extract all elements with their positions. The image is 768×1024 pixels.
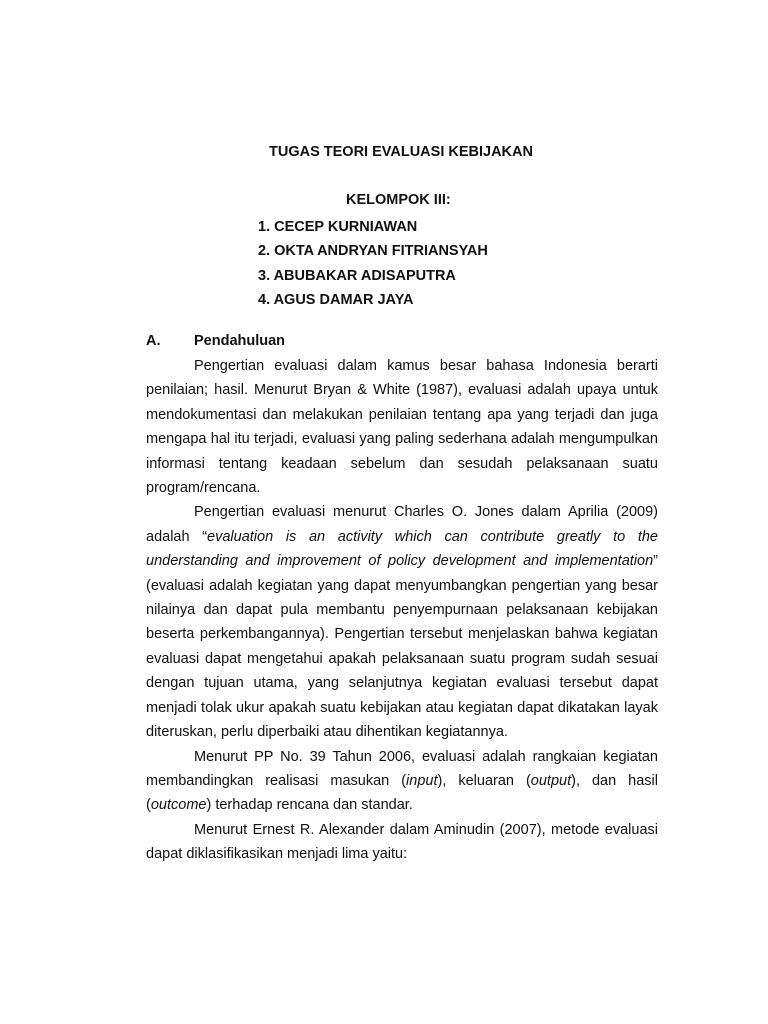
section-number: A.: [146, 333, 161, 349]
body-paragraph: [146, 354, 658, 500]
paragraph-text: ) terhadap rencana dan standar.: [206, 797, 413, 814]
italic-text: input: [406, 772, 438, 789]
italic-text: outcome: [150, 797, 207, 814]
paragraph-text: Pengertian evaluasi dalam kamus besar bahasa Indonesia berarti penilaian; hasil. Menurut Bryan & White (1987), evaluasi adalah upaya untuk mendokumentasi dan melakukan penilaian tentang apa yang terjadi dan juga mengapa hal itu terjadi, evaluasi yang paling sederhana adalah mengumpulkan informasi tentang keadaan sebelum dan sesudah pelaksanaan suatu program/rencana.: [146, 358, 658, 497]
document-title: TUGAS TEORI EVALUASI KEBIJAKAN: [269, 144, 533, 160]
paragraph-text: Menurut Ernest R. Alexander dalam Aminudin (2007), metode evaluasi dapat diklasifikasikan menjadi lima yaitu:: [146, 821, 658, 863]
body-paragraph: [146, 500, 658, 744]
section-title: Pendahuluan: [194, 333, 286, 349]
member-item: 1. CECEP KURNIAWAN: [258, 219, 418, 235]
member-item: 3. ABUBAKAR ADISAPUTRA: [258, 267, 456, 284]
member-list: [258, 215, 488, 313]
section-heading: [146, 333, 285, 349]
member-item: 4. AGUS DAMAR JAYA: [258, 292, 414, 309]
group-heading: KELOMPOK III:: [346, 192, 451, 208]
paragraph-text: ), dan hasil (: [146, 772, 658, 814]
member-item: 2. OKTA ANDRYAN FITRIANSYAH: [258, 243, 488, 260]
section-body: [146, 354, 658, 867]
paragraph-text: Pengertian evaluasi menurut Charles O. Jones dalam Aprilia (2009) adalah “: [146, 504, 658, 545]
paragraph-text: ), keluaran (: [437, 772, 531, 789]
italic-text: output: [530, 772, 572, 789]
body-paragraph: [146, 818, 658, 867]
paragraph-text: Menurut PP No. 39 Tahun 2006, evaluasi adalah rangkaian kegiatan membandingkan realisasi masukan (: [146, 748, 658, 789]
body-paragraph: [146, 745, 658, 818]
italic-text: evaluation is an activity which can contribute greatly to the understanding and improvement of policy development and implementation: [146, 528, 658, 570]
paragraph-text: ” (evaluasi adalah kegiatan yang dapat menyumbangkan pengertian yang besar nilainya dan dapat pula membantu penyempurnaan pelaksanaan kebijakan beserta perkembangannya). Pengertian tersebut menjelaskan bahwa kegiatan evaluasi dapat mengetahui apakah pelaksanaan suatu program sudah sesuai dengan tujuan utama, yang selanjutnya kegiatan evaluasi tersebut dapat menjadi tolak ukur apakah suatu kebijakan atau kegiatan dapat dikatakan layak diteruskan, perlu diperbaiki atau dihentikan kegiatannya.: [146, 553, 658, 741]
